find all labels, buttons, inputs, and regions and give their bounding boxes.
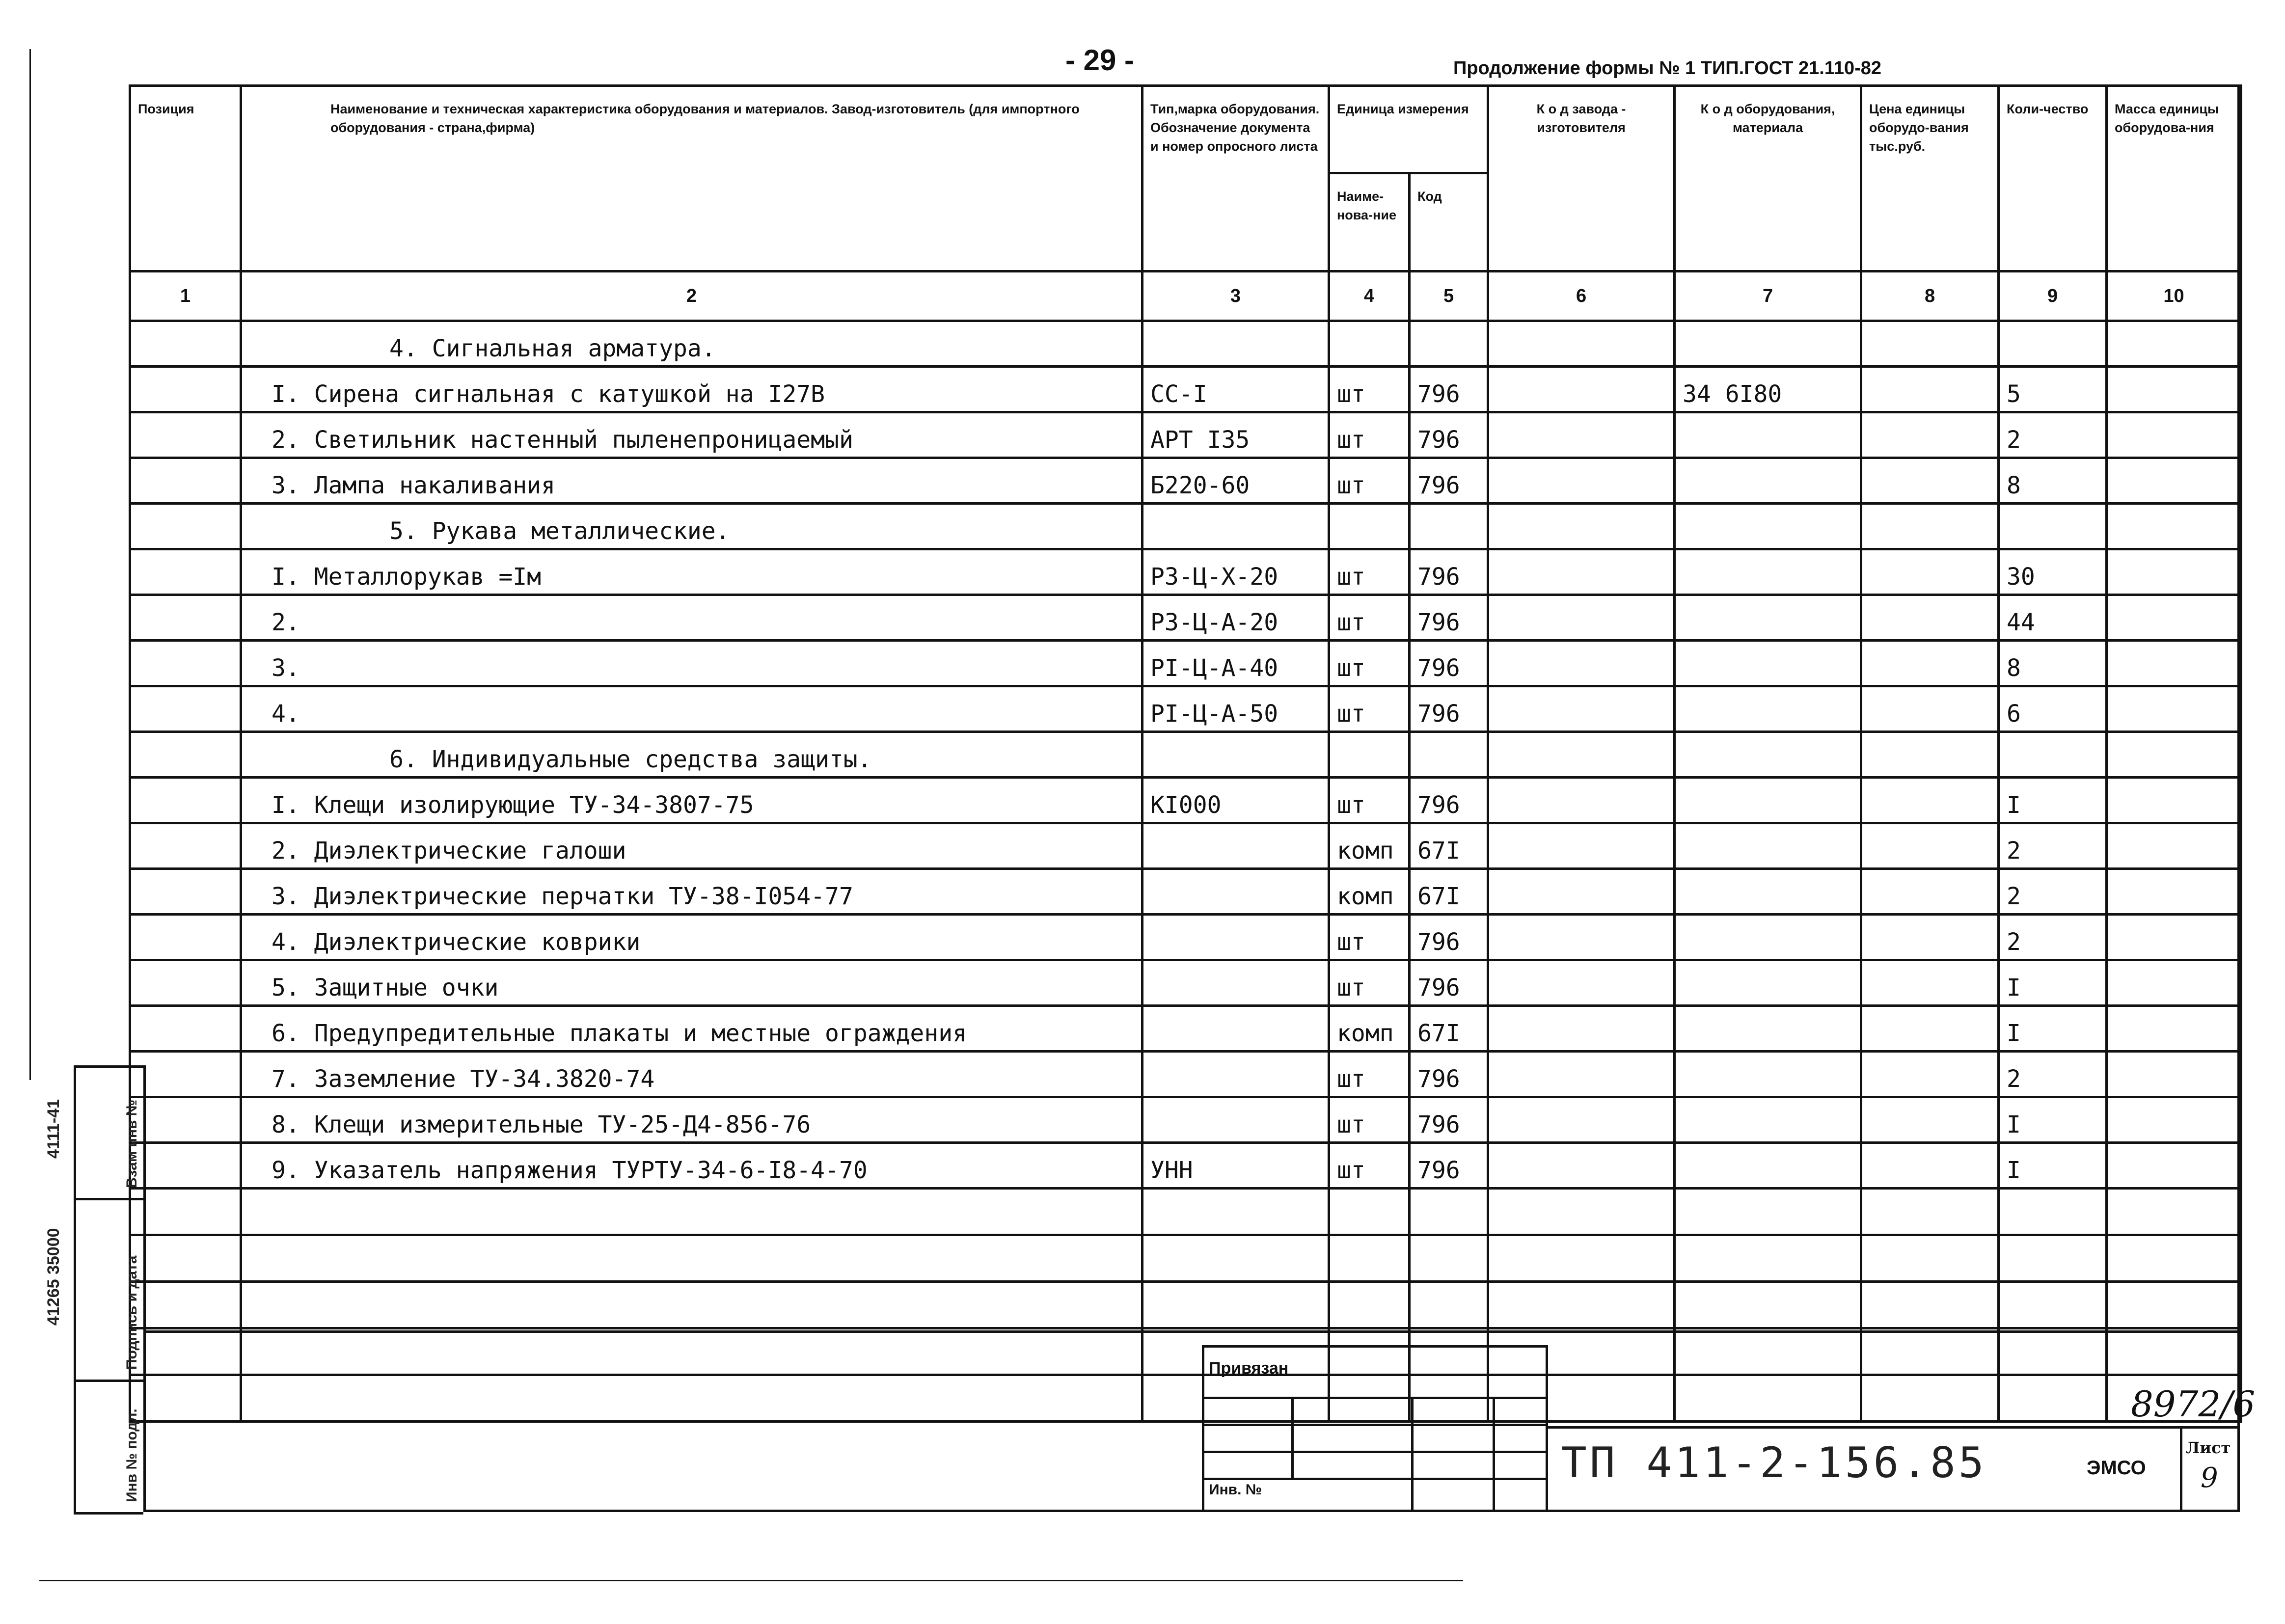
cell-empty xyxy=(1488,869,1675,915)
cell-code: 796 xyxy=(1410,367,1488,412)
col-number: 3 xyxy=(1142,271,1329,321)
organization-mark: ЭМСО xyxy=(2087,1457,2146,1479)
cell-type: Р3-Ц-Х-20 xyxy=(1142,549,1329,595)
cell-empty xyxy=(130,869,241,915)
cell-empty xyxy=(1861,504,1999,549)
cell-empty xyxy=(241,1282,1142,1328)
cell-empty xyxy=(1410,1235,1488,1282)
cell-unit: комп xyxy=(1329,823,1410,869)
cell-unit: шт xyxy=(1329,595,1410,641)
cell-empty xyxy=(130,823,241,869)
cell-empty xyxy=(130,686,241,732)
cell-empty xyxy=(1142,1235,1329,1282)
cell-unit: шт xyxy=(1329,1052,1410,1097)
cell-mat xyxy=(1675,641,1861,686)
cell-name: I. Клещи изолирующие ТУ-34-3807-75 xyxy=(241,778,1142,823)
empty-row xyxy=(130,1189,2241,1235)
empty-row xyxy=(130,1282,2241,1328)
cell-qty xyxy=(1999,504,2107,549)
side-value-sign: 4111-41 xyxy=(44,1099,63,1159)
cell-unit xyxy=(1329,504,1410,549)
cell-qty xyxy=(1999,732,2107,778)
cell-unit: шт xyxy=(1329,1143,1410,1189)
cell-empty xyxy=(1861,778,1999,823)
cell-qty: 2 xyxy=(1999,1052,2107,1097)
page-number: - 29 - xyxy=(1065,44,1135,77)
section-row xyxy=(130,732,2241,778)
cell-unit: шт xyxy=(1329,641,1410,686)
cell-type: Б220-60 xyxy=(1142,458,1329,504)
stamp-attached-label: Привязан xyxy=(1209,1359,1289,1378)
cell-type xyxy=(1142,823,1329,869)
col-header-type: Тип,марка оборудования. Обозначение документа и номер опросного листа xyxy=(1142,86,1329,271)
cell-empty xyxy=(241,1328,1142,1375)
drawing-reference: 8972/6 xyxy=(2131,1383,2256,1425)
cell-empty xyxy=(1675,1375,1861,1422)
cell-empty xyxy=(1142,1189,1329,1235)
cell-empty xyxy=(1861,1097,1999,1143)
col-header-unit-name: Наиме-нова-ние xyxy=(1329,173,1410,271)
cell-empty xyxy=(1488,1189,1675,1235)
cell-empty xyxy=(130,1235,241,1282)
cell-unit: шт xyxy=(1329,412,1410,458)
cell-name: 5. Рукава металлические. xyxy=(241,504,1142,549)
cell-empty xyxy=(2107,1189,2241,1235)
cell-type: КI000 xyxy=(1142,778,1329,823)
cell-empty xyxy=(130,915,241,960)
cell-type xyxy=(1142,915,1329,960)
cell-qty xyxy=(1999,321,2107,367)
cell-empty xyxy=(1488,732,1675,778)
col-header-position: Позиция xyxy=(130,86,241,271)
table-row xyxy=(130,367,2241,412)
cell-empty xyxy=(1488,595,1675,641)
table-row xyxy=(130,641,2241,686)
cell-mat xyxy=(1675,1097,1861,1143)
cell-empty xyxy=(1329,1328,1410,1375)
cell-empty xyxy=(1675,1328,1861,1375)
cell-empty xyxy=(130,504,241,549)
cell-name: 4. Диэлектрические коврики xyxy=(241,915,1142,960)
col-header-material-code: К о д оборудования, материала xyxy=(1675,86,1861,271)
cell-empty xyxy=(1861,1189,1999,1235)
cell-empty xyxy=(1488,778,1675,823)
cell-type: РI-Ц-А-40 xyxy=(1142,641,1329,686)
cell-mat xyxy=(1675,504,1861,549)
cell-empty xyxy=(1488,686,1675,732)
cell-empty xyxy=(1488,367,1675,412)
cell-mat xyxy=(1675,595,1861,641)
cell-empty xyxy=(1488,1006,1675,1052)
table-row xyxy=(130,412,2241,458)
cell-empty xyxy=(1861,1052,1999,1097)
cell-empty xyxy=(1488,960,1675,1006)
cell-unit xyxy=(1329,732,1410,778)
cell-empty xyxy=(1488,549,1675,595)
cell-empty xyxy=(130,1006,241,1052)
cell-empty xyxy=(2107,595,2241,641)
document-code: ТП 411-2-156.85 xyxy=(1561,1438,1987,1488)
col-header-quantity: Коли-чество xyxy=(1999,86,2107,271)
cell-code: 67I xyxy=(1410,869,1488,915)
cell-type xyxy=(1142,1006,1329,1052)
cell-empty xyxy=(2107,1328,2241,1375)
cell-type xyxy=(1142,1052,1329,1097)
cell-unit: шт xyxy=(1329,915,1410,960)
cell-qty: 2 xyxy=(1999,915,2107,960)
cell-qty: 2 xyxy=(1999,823,2107,869)
cell-empty xyxy=(241,1375,1142,1422)
cell-code xyxy=(1410,504,1488,549)
cell-empty xyxy=(130,778,241,823)
cell-code: 67I xyxy=(1410,823,1488,869)
col-header-factory-code: К о д завода - изготовителя xyxy=(1488,86,1675,271)
cell-code: 796 xyxy=(1410,595,1488,641)
cell-empty xyxy=(1861,915,1999,960)
side-label-replace-inv: Взам инв № xyxy=(124,1099,140,1188)
side-value-inv: 41265 35000 xyxy=(44,1228,63,1326)
cell-mat xyxy=(1675,321,1861,367)
cell-unit: шт xyxy=(1329,960,1410,1006)
cell-empty xyxy=(130,321,241,367)
cell-qty: 44 xyxy=(1999,595,2107,641)
col-header-price: Цена единицы оборудо-вания тыс.руб. xyxy=(1861,86,1999,271)
cell-unit: комп xyxy=(1329,1006,1410,1052)
cell-empty xyxy=(2107,686,2241,732)
col-number: 4 xyxy=(1329,271,1410,321)
cell-empty xyxy=(1999,1282,2107,1328)
cell-mat xyxy=(1675,1143,1861,1189)
table-row xyxy=(130,869,2241,915)
cell-empty xyxy=(1861,367,1999,412)
cell-empty xyxy=(1861,321,1999,367)
column-number-row xyxy=(130,271,2241,321)
cell-empty xyxy=(2107,1143,2241,1189)
cell-empty xyxy=(2107,367,2241,412)
col-header-mass: Масса единицы оборудова-ния xyxy=(2107,86,2241,271)
cell-type xyxy=(1142,960,1329,1006)
cell-empty xyxy=(1861,1006,1999,1052)
cell-empty xyxy=(1675,1189,1861,1235)
cell-empty xyxy=(130,458,241,504)
cell-empty xyxy=(130,595,241,641)
cell-empty xyxy=(2107,504,2241,549)
cell-empty xyxy=(1861,458,1999,504)
cell-mat xyxy=(1675,732,1861,778)
cell-empty xyxy=(2107,732,2241,778)
cell-name: 3. xyxy=(241,641,1142,686)
cell-name: 4. xyxy=(241,686,1142,732)
cell-empty xyxy=(1410,1189,1488,1235)
cell-empty xyxy=(130,960,241,1006)
cell-empty xyxy=(1999,1328,2107,1375)
cell-empty xyxy=(1329,1282,1410,1328)
col-header-unit-code: Код xyxy=(1410,173,1488,271)
cell-name: 2. Светильник настенный пыленепроницаемый xyxy=(241,412,1142,458)
cell-unit: шт xyxy=(1329,686,1410,732)
cell-empty xyxy=(1999,1235,2107,1282)
cell-code: 796 xyxy=(1410,686,1488,732)
cell-type: АРТ I35 xyxy=(1142,412,1329,458)
cell-type: СС-I xyxy=(1142,367,1329,412)
cell-mat xyxy=(1675,458,1861,504)
cell-empty xyxy=(2107,915,2241,960)
cell-qty: 6 xyxy=(1999,686,2107,732)
cell-qty: I xyxy=(1999,960,2107,1006)
cell-qty: I xyxy=(1999,1097,2107,1143)
cell-qty: 8 xyxy=(1999,641,2107,686)
col-number: 7 xyxy=(1675,271,1861,321)
cell-type xyxy=(1142,321,1329,367)
cell-name: 6. Предупредительные плакаты и местные ограждения xyxy=(241,1006,1142,1052)
equipment-table xyxy=(129,84,2242,1423)
cell-code: 796 xyxy=(1410,915,1488,960)
cell-empty xyxy=(1488,1282,1675,1328)
cell-name: I. Сирена сигнальная с катушкой на I27В xyxy=(241,367,1142,412)
cell-mat xyxy=(1675,869,1861,915)
section-row xyxy=(130,504,2241,549)
cell-empty xyxy=(2107,458,2241,504)
cell-empty xyxy=(1488,1328,1675,1375)
cell-type xyxy=(1142,1097,1329,1143)
cell-empty xyxy=(1410,1328,1488,1375)
cell-empty xyxy=(2107,321,2241,367)
col-number: 2 xyxy=(241,271,1142,321)
col-number: 1 xyxy=(130,271,241,321)
table-row xyxy=(130,778,2241,823)
cell-type xyxy=(1142,504,1329,549)
col-number: 9 xyxy=(1999,271,2107,321)
cell-mat xyxy=(1675,960,1861,1006)
cell-type: РI-Ц-А-50 xyxy=(1142,686,1329,732)
cell-empty xyxy=(2107,1282,2241,1328)
table-row xyxy=(130,1097,2241,1143)
cell-unit: шт xyxy=(1329,778,1410,823)
cell-empty xyxy=(2107,641,2241,686)
cell-empty xyxy=(1488,1235,1675,1282)
col-number: 6 xyxy=(1488,271,1675,321)
cell-empty xyxy=(1861,823,1999,869)
cell-mat xyxy=(1675,1052,1861,1097)
sheet-number: 9 xyxy=(2201,1462,2218,1494)
col-number: 8 xyxy=(1861,271,1999,321)
cell-empty xyxy=(1488,321,1675,367)
cell-empty xyxy=(1488,915,1675,960)
cell-unit: шт xyxy=(1329,1097,1410,1143)
cell-mat xyxy=(1675,686,1861,732)
cell-empty xyxy=(1410,1282,1488,1328)
cell-qty: I xyxy=(1999,1006,2107,1052)
cell-code: 796 xyxy=(1410,960,1488,1006)
cell-empty xyxy=(1861,686,1999,732)
cell-empty xyxy=(130,641,241,686)
empty-row xyxy=(130,1375,2241,1422)
cell-empty xyxy=(1861,1375,1999,1422)
table-row xyxy=(130,915,2241,960)
cell-empty xyxy=(1488,823,1675,869)
cell-name: 2. Диэлектрические галоши xyxy=(241,823,1142,869)
col-header-name: Наименование и техническая характеристика оборудования и материалов. Завод-изготовитель (для импортного оборудования - страна,фирма) xyxy=(241,86,1142,271)
cell-empty xyxy=(1861,960,1999,1006)
cell-unit xyxy=(1329,321,1410,367)
cell-empty xyxy=(1488,458,1675,504)
cell-empty xyxy=(1861,869,1999,915)
cell-empty xyxy=(1861,732,1999,778)
cell-empty xyxy=(1488,1052,1675,1097)
cell-code: 67I xyxy=(1410,1006,1488,1052)
stamp-inv-label: Инв. № xyxy=(1209,1482,1262,1498)
cell-empty xyxy=(1861,549,1999,595)
cell-code: 796 xyxy=(1410,641,1488,686)
cell-mat: 34 6I80 xyxy=(1675,367,1861,412)
cell-mat xyxy=(1675,823,1861,869)
cell-name: 9. Указатель напряжения ТУРТУ-34-6-I8-4-70 xyxy=(241,1143,1142,1189)
cell-empty xyxy=(1329,1189,1410,1235)
cell-code: 796 xyxy=(1410,778,1488,823)
cell-empty xyxy=(2107,823,2241,869)
cell-empty xyxy=(130,1143,241,1189)
cell-empty xyxy=(2107,549,2241,595)
form-header: Продолжение формы № 1 ТИП.ГОСТ 21.110-82 xyxy=(1453,58,1882,79)
cell-mat xyxy=(1675,412,1861,458)
cell-qty: 2 xyxy=(1999,412,2107,458)
cell-empty xyxy=(130,1189,241,1235)
cell-code: 796 xyxy=(1410,458,1488,504)
empty-row xyxy=(130,1235,2241,1282)
cell-name: 3. Лампа накаливания xyxy=(241,458,1142,504)
cell-name: 5. Защитные очки xyxy=(241,960,1142,1006)
cell-empty xyxy=(130,1097,241,1143)
table-row xyxy=(130,686,2241,732)
cell-name: 2. xyxy=(241,595,1142,641)
empty-row xyxy=(130,1328,2241,1375)
cell-qty: I xyxy=(1999,778,2107,823)
cell-empty xyxy=(2107,1235,2241,1282)
cell-code: 796 xyxy=(1410,1052,1488,1097)
cell-code: 796 xyxy=(1410,1097,1488,1143)
cell-name: 4. Сигнальная арматура. xyxy=(241,321,1142,367)
cell-type xyxy=(1142,869,1329,915)
cell-code: 796 xyxy=(1410,549,1488,595)
cell-empty xyxy=(241,1189,1142,1235)
cell-empty xyxy=(130,1052,241,1097)
side-label-inv-original: Инв № подл. xyxy=(124,1408,140,1502)
cell-code: 796 xyxy=(1410,1143,1488,1189)
section-row xyxy=(130,321,2241,367)
cell-code xyxy=(1410,321,1488,367)
cell-empty xyxy=(2107,1052,2241,1097)
cell-unit: шт xyxy=(1329,367,1410,412)
cell-empty xyxy=(130,367,241,412)
cell-empty xyxy=(130,1282,241,1328)
cell-mat xyxy=(1675,778,1861,823)
table-row xyxy=(130,960,2241,1006)
cell-unit: шт xyxy=(1329,549,1410,595)
cell-mat xyxy=(1675,549,1861,595)
cell-empty xyxy=(2107,960,2241,1006)
cell-code xyxy=(1410,732,1488,778)
cell-empty xyxy=(1329,1235,1410,1282)
cell-empty xyxy=(2107,412,2241,458)
cell-empty xyxy=(2107,869,2241,915)
cell-empty xyxy=(1861,1143,1999,1189)
cell-empty xyxy=(1488,412,1675,458)
cell-type: Р3-Ц-А-20 xyxy=(1142,595,1329,641)
cell-empty xyxy=(241,1235,1142,1282)
cell-empty xyxy=(130,732,241,778)
cell-name: 8. Клещи измерительные ТУ-25-Д4-856-76 xyxy=(241,1097,1142,1143)
side-label-sign-date: Подпись и дата xyxy=(124,1255,140,1370)
cell-empty xyxy=(2107,778,2241,823)
cell-name: 3. Диэлектрические перчатки ТУ-38-I054-77 xyxy=(241,869,1142,915)
table-row xyxy=(130,595,2241,641)
cell-qty: 8 xyxy=(1999,458,2107,504)
table-row xyxy=(130,549,2241,595)
cell-type xyxy=(1142,732,1329,778)
cell-name: 7. Заземление ТУ-34.3820-74 xyxy=(241,1052,1142,1097)
sheet-label: Лист xyxy=(2186,1438,2231,1457)
cell-empty xyxy=(1142,1282,1329,1328)
cell-empty xyxy=(1488,641,1675,686)
cell-type: УНН xyxy=(1142,1143,1329,1189)
cell-empty xyxy=(1861,412,1999,458)
cell-empty xyxy=(1861,595,1999,641)
cell-empty xyxy=(1861,1328,1999,1375)
cell-empty xyxy=(1675,1282,1861,1328)
cell-empty xyxy=(1488,1097,1675,1143)
cell-qty: 5 xyxy=(1999,367,2107,412)
cell-empty xyxy=(1999,1375,2107,1422)
cell-mat xyxy=(1675,915,1861,960)
cell-empty xyxy=(1861,1235,1999,1282)
cell-empty xyxy=(130,1328,241,1375)
col-number: 5 xyxy=(1410,271,1488,321)
cell-empty xyxy=(1675,1235,1861,1282)
cell-qty: 30 xyxy=(1999,549,2107,595)
cell-empty xyxy=(2107,1097,2241,1143)
cell-empty xyxy=(1488,504,1675,549)
cell-empty xyxy=(2107,1006,2241,1052)
cell-empty xyxy=(1861,1282,1999,1328)
cell-name: 6. Индивидуальные средства защиты. xyxy=(241,732,1142,778)
table-row xyxy=(130,1052,2241,1097)
table-row xyxy=(130,458,2241,504)
cell-empty xyxy=(130,549,241,595)
cell-code: 796 xyxy=(1410,412,1488,458)
table-row xyxy=(130,823,2241,869)
table-row xyxy=(130,1143,2241,1189)
cell-empty xyxy=(1999,1189,2107,1235)
col-number: 10 xyxy=(2107,271,2241,321)
table-row xyxy=(130,1006,2241,1052)
cell-qty: 2 xyxy=(1999,869,2107,915)
cell-unit: комп xyxy=(1329,869,1410,915)
cell-name: I. Металлорукав =Iм xyxy=(241,549,1142,595)
cell-empty xyxy=(1488,1143,1675,1189)
cell-unit: шт xyxy=(1329,458,1410,504)
col-header-unit: Единица измерения xyxy=(1329,86,1488,173)
cell-empty xyxy=(130,412,241,458)
cell-empty xyxy=(130,1375,241,1422)
cell-empty xyxy=(1861,641,1999,686)
cell-qty: I xyxy=(1999,1143,2107,1189)
cell-mat xyxy=(1675,1006,1861,1052)
